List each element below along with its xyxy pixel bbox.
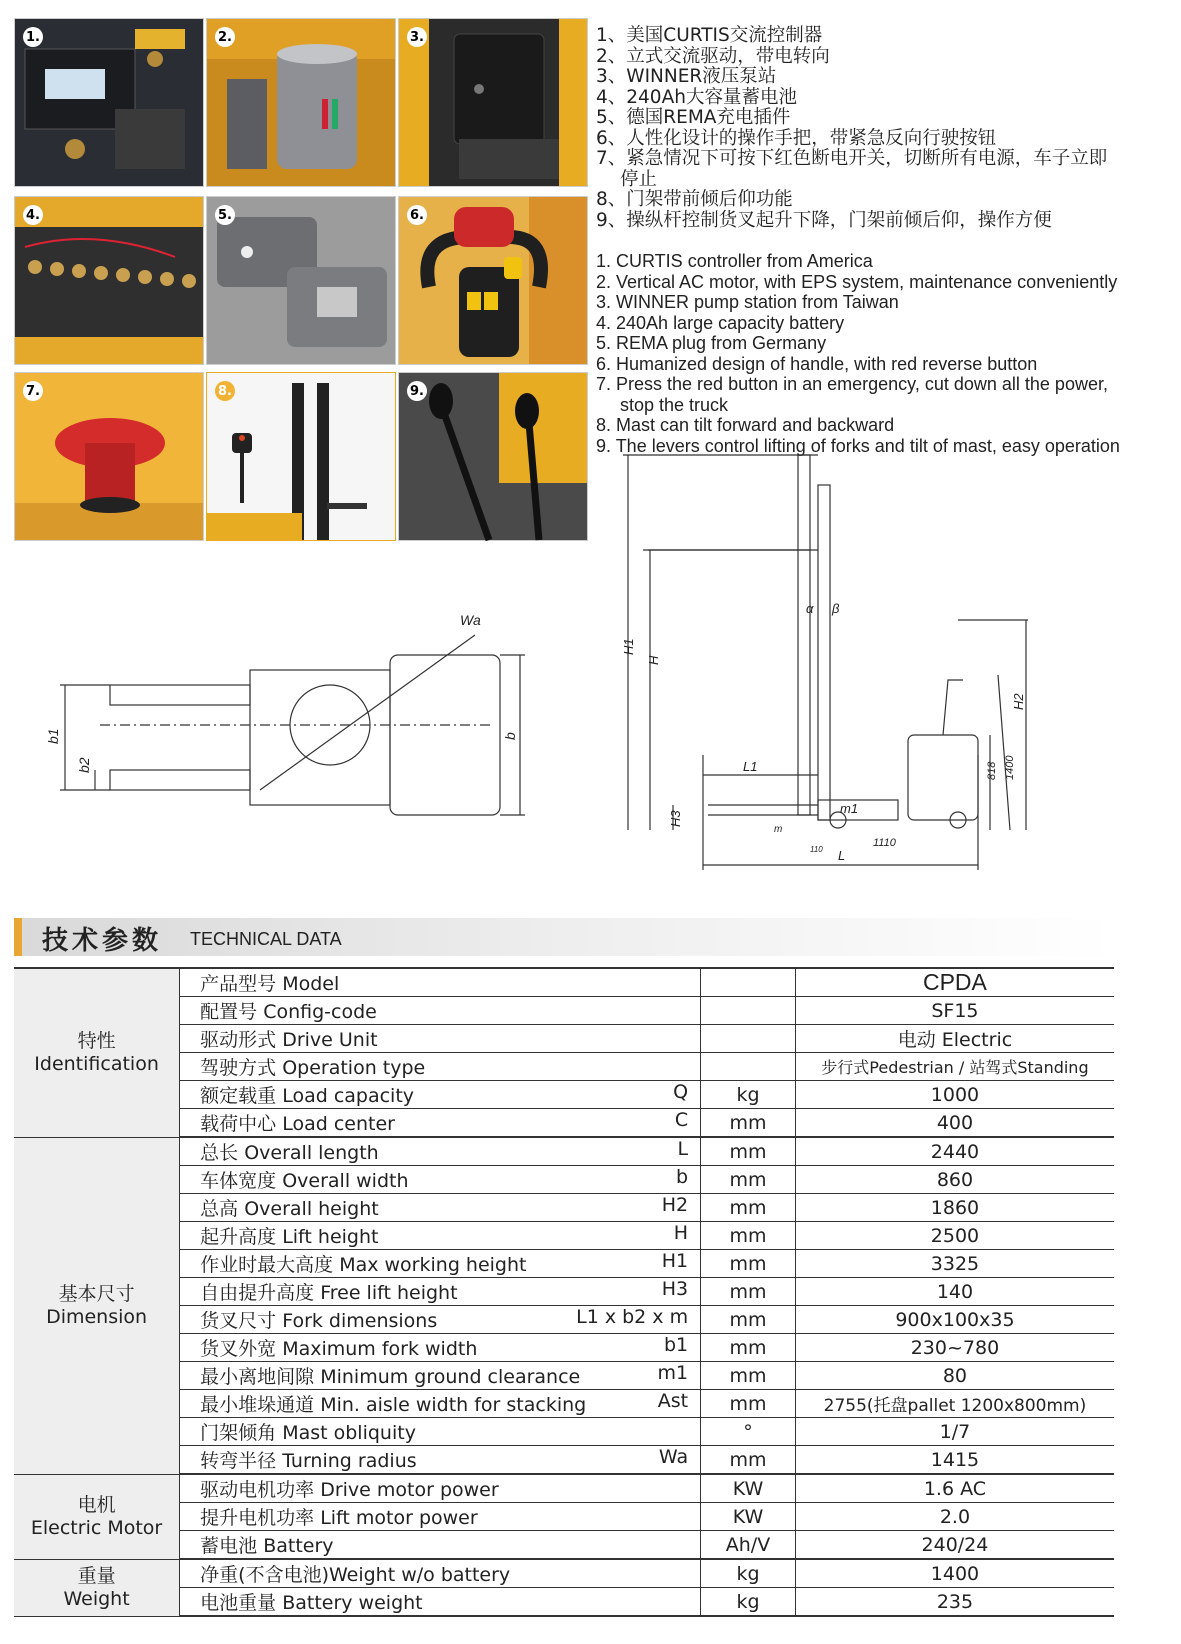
group-label-cn: 基本尺寸 [58,1282,135,1305]
label-110: 110 [810,845,823,854]
row-unit: KW [701,1474,796,1503]
feature-en: 3. WINNER pump station from Taiwan [596,292,899,312]
table-row [14,1362,1114,1390]
row-value: 900x100x35 [795,1306,1114,1334]
label-m: m [774,824,783,835]
table-row [14,1390,1114,1418]
row-name [180,1278,701,1306]
feature-cn: 8、门架带前倾后仰功能 [596,189,793,210]
row-symbol: H2 [661,1194,689,1216]
feature-cn: 4、240Ah大容量蓄电池 [596,86,797,108]
technical-data-header [14,918,1114,956]
group-label-cn: 特性 [77,1029,116,1052]
side-view-drawing [618,455,1078,875]
table-row [14,997,1114,1025]
table-row [14,1306,1114,1334]
table-row [14,1446,1114,1475]
row-value: 80 [795,1362,1114,1390]
row-unit: mm [701,1137,796,1166]
row-unit: kg [701,1081,796,1109]
photo-emergency-button [14,372,204,541]
label-b1: b1 [45,728,61,744]
row-unit [701,997,796,1025]
row-value: 步行式Pedestrian / 站驾式Standing [795,1053,1114,1081]
row-unit: kg [701,1588,796,1617]
row-value: 2500 [795,1222,1114,1250]
row-label: 最小离地间隙 Minimum ground clearance [200,1366,581,1388]
section-title-cn: 技术参数 [42,926,163,956]
feature-en: 6. Humanized design of handle, with red reverse button [596,353,1038,374]
label-b: b [502,732,518,740]
row-value: 2.0 [795,1503,1114,1531]
header-accent-bar [14,918,22,956]
feature-en: 8. Mast can tilt forward and backward [596,415,895,435]
row-unit: mm [701,1390,796,1418]
row-label: 转弯半径 Turning radius [200,1450,417,1472]
group-label-en: Weight [63,1587,130,1610]
table-row [14,1222,1114,1250]
group-label-cn: 电机 [77,1493,116,1516]
feature-cn: 停止 [620,168,658,190]
row-symbol: b [676,1166,689,1188]
row-name [180,968,701,997]
row-unit: mm [701,1194,796,1222]
photo-number: 4. [23,205,43,225]
row-value: 1860 [795,1194,1114,1222]
row-label: 车体宽度 Overall width [200,1170,409,1192]
feature-cn: 1、美国CURTIS交流控制器 [596,25,823,46]
label-h2: H2 [1011,693,1026,710]
row-name [180,1559,701,1588]
row-label: 起升高度 Lift height [200,1226,379,1248]
row-label: 产品型号 Model [200,973,340,995]
row-label: 总长 Overall length [200,1142,379,1164]
photo-ac-motor [206,18,396,187]
row-name [180,1306,701,1334]
photo-levers [398,372,588,541]
row-label: 驱动形式 Drive Unit [200,1029,378,1051]
row-name [180,1418,701,1446]
levers-image [399,373,587,540]
handle-image [399,197,587,364]
row-name [180,1081,701,1109]
table-row [14,1474,1114,1503]
table-row [14,1503,1114,1531]
row-symbol: Ast [657,1390,689,1412]
row-symbol: Wa [658,1446,689,1468]
feature-list-cn [596,26,1107,231]
label-wa: Wa [460,612,481,628]
feature-en: stop the truck [620,394,729,415]
top-view-drawing [40,612,518,825]
row-symbol: C [674,1109,689,1131]
feature-en: 4. 240Ah large capacity battery [596,312,845,333]
table-row [14,1194,1114,1222]
row-name [180,1250,701,1278]
row-value: SF15 [795,997,1114,1025]
table-row [14,1053,1114,1081]
feature-cn: 6、人性化设计的操作手把，带紧急反向行驶按钮 [596,127,997,149]
row-label: 净重(不含电池)Weight w/o battery [200,1564,511,1586]
feature-en: 1. CURTIS controller from America [596,251,873,271]
row-name [180,1362,701,1390]
feature-en: 9. The levers control lifting of forks and tilt of mast, easy operation [596,435,1120,456]
group-weight [14,1559,180,1616]
plug-image [207,197,395,364]
group-label-cn: 重量 [77,1564,116,1587]
row-unit: mm [701,1222,796,1250]
row-unit: mm [701,1334,796,1362]
row-label: 电池重量 Battery weight [200,1592,423,1614]
photo-number: 7. [23,381,43,401]
table-row [14,1588,1114,1617]
photo-number: 5. [215,205,235,225]
row-symbol: L [677,1138,689,1160]
feature-cn: 3、WINNER液压泵站 [596,66,777,87]
row-name [180,1334,701,1362]
group-identification [14,968,180,1137]
label-alpha: α [806,601,814,616]
photo-number: 9. [407,381,427,401]
row-name [180,1109,701,1138]
row-label: 额定载重 Load capacity [200,1085,415,1107]
row-value: 1/7 [795,1418,1114,1446]
row-value: 235 [795,1588,1114,1617]
table-row [14,1166,1114,1194]
spec-table [14,967,1114,1617]
label-l1: L1 [743,759,758,774]
row-name [180,1474,701,1503]
row-label: 蓄电池 Battery [200,1535,334,1557]
row-label: 货叉尺寸 Fork dimensions [200,1310,438,1332]
group-label-en: Dimension [46,1305,148,1328]
row-label: 提升电机功率 Lift motor power [200,1507,478,1529]
photo-rema-plug [206,196,396,365]
photo-number: 8. [215,381,235,401]
motor-image [207,19,395,186]
row-name [180,1194,701,1222]
label-h1: H1 [621,638,636,655]
row-name [180,1390,701,1418]
photo-battery [14,196,204,365]
row-label: 自由提升高度 Free lift height [200,1282,458,1304]
table-row [14,1278,1114,1306]
row-name [180,1222,701,1250]
row-symbol: H [673,1222,689,1244]
row-label: 总高 Overall height [200,1198,379,1220]
table-row [14,968,1114,997]
table-row [14,1559,1114,1588]
label-m1: m1 [840,801,859,816]
feature-en: 5. REMA plug from Germany [596,333,827,353]
row-unit: mm [701,1278,796,1306]
group-dimension [14,1137,180,1474]
row-unit: mm [701,1250,796,1278]
feature-cn: 7、紧急情况下可按下红色断电开关，切断所有电源，车子立即 [596,148,1108,169]
row-value: 860 [795,1166,1114,1194]
row-symbol: Q [673,1081,689,1103]
photo-number: 3. [407,27,427,47]
row-symbol: b1 [663,1334,689,1356]
photo-curtis-controller [14,18,204,187]
row-unit: KW [701,1503,796,1531]
button-image [15,373,203,540]
row-unit [701,1053,796,1081]
row-name [180,1446,701,1475]
row-value: 1000 [795,1081,1114,1109]
row-value: 400 [795,1109,1114,1138]
row-unit: ° [701,1418,796,1446]
row-unit: mm [701,1109,796,1138]
label-h3: H3 [668,810,683,827]
row-name [180,1025,701,1053]
photo-mast-tilt [206,372,396,541]
table-row [14,1531,1114,1560]
row-label: 配置号 Config-code [200,1001,377,1023]
label-beta: β [832,601,840,616]
row-unit: mm [701,1166,796,1194]
photo-number: 2. [215,27,235,47]
label-818: 818 [986,761,998,780]
label-1400: 1400 [1004,755,1016,780]
photo-pump-station [398,18,588,187]
row-unit [701,968,796,997]
table-row [14,1418,1114,1446]
row-value: 240/24 [795,1531,1114,1560]
feature-list-en [596,251,1120,456]
label-l: L [838,848,846,863]
label-b2: b2 [76,757,92,773]
row-name [180,1531,701,1560]
row-name [180,1588,701,1617]
row-unit: mm [701,1362,796,1390]
photo-number: 6. [407,205,427,225]
label-1110: 1110 [873,837,896,849]
row-value: 1.6 AC [795,1474,1114,1503]
row-unit [701,1025,796,1053]
row-label: 作业时最大高度 Max working height [200,1254,527,1276]
row-unit: kg [701,1559,796,1588]
group-motor [14,1474,180,1559]
table-row [14,1250,1114,1278]
row-name [180,997,701,1025]
table-row [14,1109,1114,1138]
row-value: 2755(托盘pallet 1200x800mm) [795,1390,1114,1418]
row-name [180,1053,701,1081]
row-value: CPDA [795,968,1114,997]
row-unit: Ah/V [701,1531,796,1560]
feature-cn: 5、德国REMA充电插件 [596,107,791,128]
row-value: 3325 [795,1250,1114,1278]
row-value: 140 [795,1278,1114,1306]
row-label: 载荷中心 Load center [200,1113,395,1135]
truck-image [207,373,395,540]
row-label: 驾驶方式 Operation type [200,1057,426,1079]
feature-en: 7. Press the red button in an emergency, cut down all the power, [596,374,1108,394]
row-value: 2440 [795,1137,1114,1166]
row-label: 最小堆垛通道 Min. aisle width for stacking [200,1394,587,1416]
photo-number: 1. [23,27,43,47]
row-symbol: m1 [657,1362,689,1384]
row-symbol: L1 x b2 x m [576,1306,689,1328]
feature-cn: 9、操纵杆控制货叉起升下降，门架前倾后仰，操作方便 [596,209,1052,231]
header-band [22,918,1114,956]
battery-image [15,197,203,364]
row-unit: mm [701,1446,796,1475]
row-name [180,1503,701,1531]
feature-cn: 2、立式交流驱动，带电转向 [596,45,830,67]
row-label: 驱动电机功率 Drive motor power [200,1479,499,1501]
row-unit: mm [701,1306,796,1334]
pump-image [399,19,587,186]
row-symbol: H1 [661,1250,689,1272]
row-value: 电动 Electric [795,1025,1114,1053]
label-h: H [646,655,661,665]
table-row [14,1025,1114,1053]
group-label-en: Electric Motor [30,1516,163,1539]
row-value: 1415 [795,1446,1114,1475]
row-value: 230~780 [795,1334,1114,1362]
table-row [14,1334,1114,1362]
row-label: 门架倾角 Mast obliquity [200,1422,416,1444]
table-row [14,1081,1114,1109]
row-symbol: H3 [661,1278,689,1300]
row-name [180,1166,701,1194]
controller-image [15,19,203,186]
row-name [180,1137,701,1166]
section-title-en: TECHNICAL DATA [190,929,342,949]
row-value: 1400 [795,1559,1114,1588]
group-label-en: Identification [34,1052,159,1075]
row-label: 货叉外宽 Maximum fork width [200,1338,478,1360]
photo-handle [398,196,588,365]
table-row [14,1137,1114,1166]
feature-en: 2. Vertical AC motor, with EPS system, maintenance conveniently [596,271,1118,292]
